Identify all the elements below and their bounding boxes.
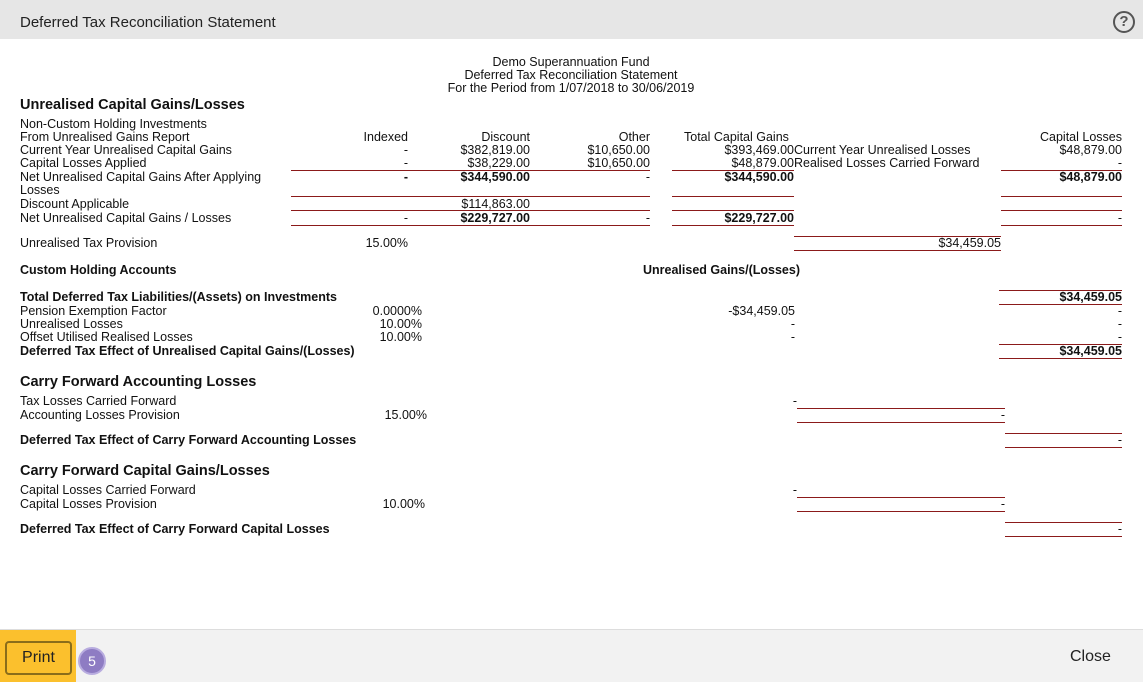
net-label: Net Unrealised Capital Gains / Losses [20,211,232,225]
col-total: Total Capital Gains [684,130,789,144]
net-after-other: - [645,170,650,184]
cy-discount: $382,819.00 [460,143,530,157]
ourl-rate: 10.00% [379,330,422,344]
cy-losses-label: Current Year Unrealised Losses [794,143,971,157]
cla-other: $10,650.00 [587,156,650,170]
net-other: - [645,211,650,225]
clp-value: - [1000,497,1005,511]
ourl-label: Offset Utilised Realised Losses [20,330,193,344]
net-after-label: Net Unrealised Capital Gains After Applying [20,170,262,184]
net-indexed: - [403,211,408,225]
cy-total: $393,469.00 [724,143,794,157]
underline [1001,196,1122,197]
col-other: Other [618,130,650,144]
alp-value: - [1000,408,1005,422]
col-capital-losses: Capital Losses [1040,130,1122,144]
step-badge: 5 [78,647,106,675]
underline [291,225,650,226]
underline [1001,210,1122,211]
net-after-indexed: - [403,170,408,184]
dialog-titlebar [0,0,1143,39]
report-body [0,39,1143,629]
pension-label: Pension Exemption Factor [20,304,167,318]
discount-value: $114,863.00 [461,197,530,211]
clcf-label: Capital Losses Carried Forward [20,483,196,497]
cy-losses-value: $48,879.00 [1059,143,1122,157]
rlcf-label: Realised Losses Carried Forward [794,156,980,170]
net-after-label-cont: Losses [20,183,60,197]
net-losses: - [1117,211,1122,225]
cy-indexed: - [403,143,408,157]
pension-value: - [1117,304,1122,318]
net-after-total: $344,590.00 [724,170,794,184]
from-report-label: From Unrealised Gains Report [20,130,190,144]
non-custom-label: Non-Custom Holding Investments [20,117,207,131]
pension-mid: -$34,459.05 [728,304,795,318]
underline [1005,447,1122,448]
deferred-effect-label: Deferred Tax Effect of Unrealised Capital Gains/(Losses) [20,344,355,358]
cy-other: $10,650.00 [587,143,650,157]
rlcf-value: - [1117,156,1122,170]
cf-capital-effect-label: Deferred Tax Effect of Carry Forward Capital Losses [20,522,330,536]
underline [672,196,794,197]
deferred-effect-value: $34,459.05 [1059,344,1122,358]
clp-rate: 10.00% [382,497,425,511]
cy-label: Current Year Unrealised Capital Gains [20,143,232,157]
ul-rate: 10.00% [379,317,422,331]
help-icon[interactable]: ? [1113,11,1135,33]
discount-label: Discount Applicable [20,197,130,211]
underline [797,422,1005,423]
ourl-value: - [1117,330,1122,344]
net-after-losses: $48,879.00 [1059,170,1122,184]
net-after-discount: $344,590.00 [460,170,530,184]
print-highlight [0,630,76,682]
col-indexed: Indexed [363,130,408,144]
ourl-mid: - [790,330,795,344]
cf-accounting-heading: Carry Forward Accounting Losses [20,374,257,390]
tlcf-label: Tax Losses Carried Forward [20,394,177,408]
underline [794,250,1001,251]
underline [1001,225,1122,226]
deferred-total-label: Total Deferred Tax Liabilities/(Assets) on Investments [20,290,337,304]
fund-name: Demo Superannuation Fund [492,55,650,69]
unrealised-heading: Unrealised Capital Gains/Losses [20,97,245,113]
dialog-title: Deferred Tax Reconciliation Statement [20,14,276,31]
cf-accounting-effect-label: Deferred Tax Effect of Carry Forward Accounting Losses [20,433,357,447]
pension-rate: 0.0000% [372,304,422,318]
cf-capital-effect-value: - [1117,522,1122,536]
statement-title: Deferred Tax Reconciliation Statement [464,68,678,82]
custom-heading: Custom Holding Accounts [20,263,177,277]
ul-value: - [1117,317,1122,331]
cf-capital-heading: Carry Forward Capital Gains/Losses [20,463,270,479]
underline [672,225,794,226]
cla-indexed: - [403,156,408,170]
net-discount: $229,727.00 [460,211,530,225]
clcf-value: - [792,483,797,497]
close-button[interactable]: Close [1070,648,1111,665]
provision-rate: 15.00% [365,236,408,250]
cla-total: $48,879.00 [731,156,794,170]
dialog-footer [0,629,1143,682]
ul-label: Unrealised Losses [20,317,123,331]
net-total: $229,727.00 [724,211,794,225]
custom-gains-heading: Unrealised Gains/(Losses) [643,263,801,277]
alp-label: Accounting Losses Provision [20,408,180,422]
cla-label: Capital Losses Applied [20,156,147,170]
underline [1005,536,1122,537]
provision-label: Unrealised Tax Provision [20,236,158,250]
clp-label: Capital Losses Provision [20,497,157,511]
col-discount: Discount [481,130,530,144]
provision-value: $34,459.05 [938,236,1001,250]
tlcf-value: - [792,394,797,408]
cf-accounting-effect-value: - [1117,433,1122,447]
statement-period: For the Period from 1/07/2018 to 30/06/2019 [447,81,695,95]
deferred-total-value: $34,459.05 [1059,290,1122,304]
cla-discount: $38,229.00 [467,156,530,170]
print-button[interactable]: Print [5,641,72,675]
ul-mid: - [790,317,795,331]
underline [797,511,1005,512]
underline [999,358,1122,359]
alp-rate: 15.00% [384,408,427,422]
